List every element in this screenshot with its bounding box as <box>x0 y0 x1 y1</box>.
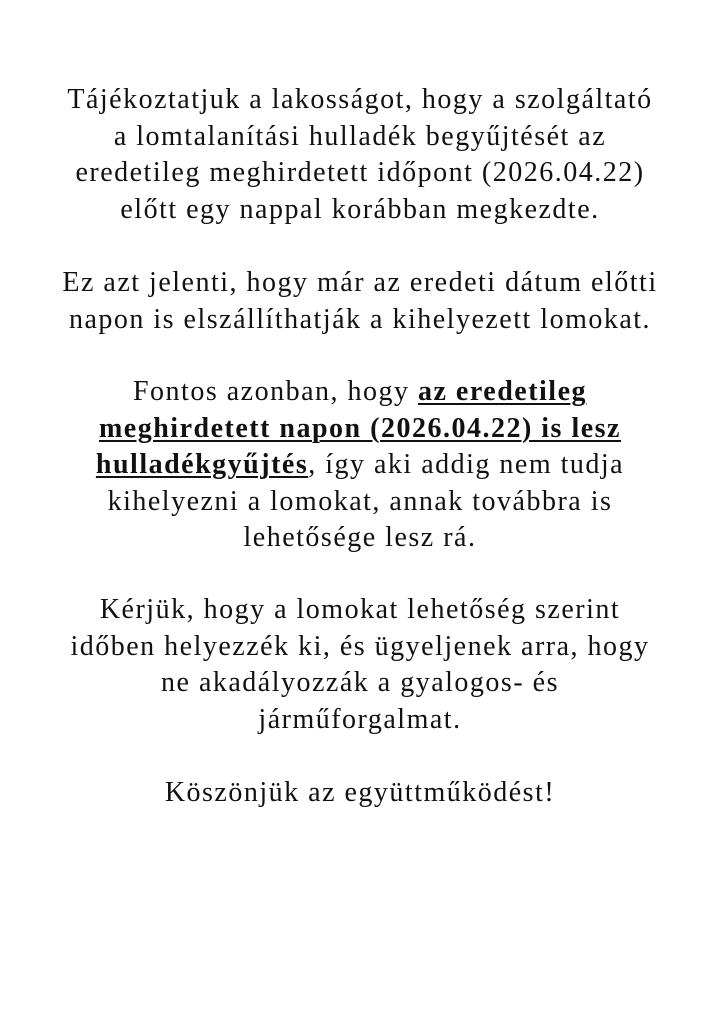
text-segment: , így aki addig nem tudja <box>308 449 625 480</box>
text-line: időben helyezzék ki, és ügyeljenek arra, hogy <box>70 630 650 662</box>
notice-paragraph-request <box>10 592 710 738</box>
notice-paragraph-important <box>10 374 710 557</box>
notice-paragraph-thanks <box>10 775 710 812</box>
notice-paragraph-meaning <box>10 265 710 338</box>
text-line <box>10 411 710 448</box>
text-line: kihelyezni a lomokat, annak továbbra is <box>107 485 613 517</box>
text-line: napon is elszállíthatják a kihelyezett lomokat. <box>68 303 652 335</box>
text-line: ne akadályozzák a gyalogos- és <box>161 667 559 698</box>
emphasized-text: az eredetileg <box>418 376 588 407</box>
text-line: Tájékoztatjuk a lakosságot, hogy a szolgáltató <box>67 84 653 115</box>
emphasized-text: hulladékgyűjtés <box>95 449 309 480</box>
text-line <box>10 447 710 484</box>
notice-paragraph-intro <box>10 82 710 228</box>
text-segment: Fontos azonban, hogy <box>132 376 418 407</box>
text-line: lehetősége lesz rá. <box>243 522 477 553</box>
text-line: a lomtalanítási hulladék begyűjtését az <box>113 120 607 152</box>
text-line: Köszönjük az együttműködést! <box>164 777 556 808</box>
text-line: előtt egy nappal korábban megkezdte. <box>120 193 600 225</box>
text-line: Kérjük, hogy a lomokat lehetőség szerint <box>99 594 621 625</box>
text-line: eredetileg meghirdetett időpont (2026.04.22) <box>75 157 645 188</box>
text-line: Ez azt jelenti, hogy már az eredeti dátum előtti <box>62 267 658 298</box>
text-line <box>10 374 710 411</box>
text-line: járműforgalmat. <box>258 703 462 735</box>
emphasized-text: meghirdetett napon (2026.04.22) is lesz <box>98 412 621 444</box>
